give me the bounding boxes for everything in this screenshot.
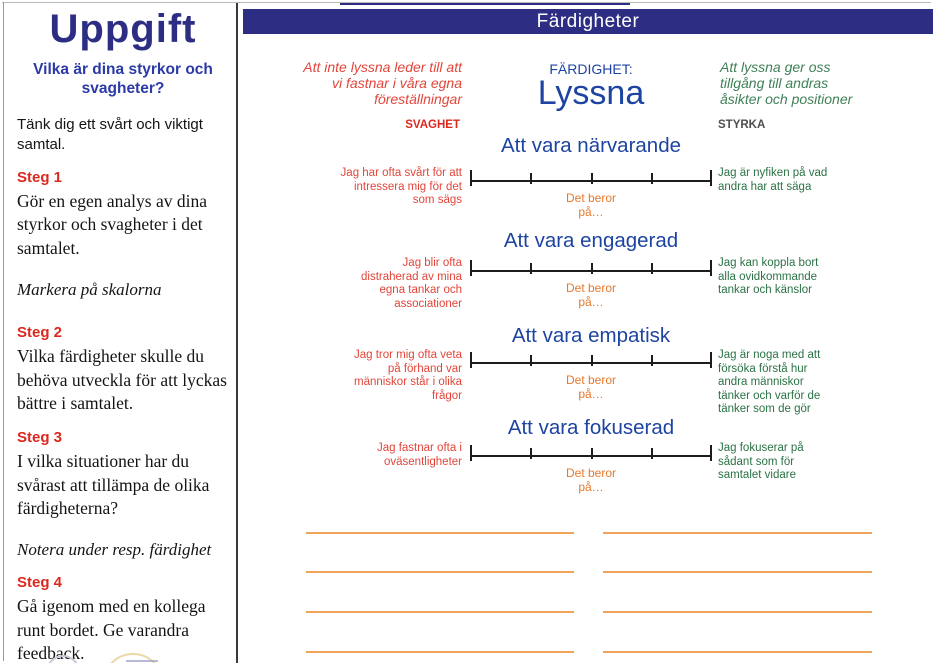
scale-tick: [710, 352, 712, 368]
scale-tick: [651, 263, 653, 274]
strength-tag: STYRKA: [718, 119, 766, 131]
strength-quote: Att lyssna ger oss tillgång till andras åsikter och positioner: [720, 59, 853, 108]
weakness-statement: Jag tror mig ofta veta på förhand var människor står i olika frågor: [353, 349, 462, 402]
center-note: Det beror på…: [565, 281, 617, 310]
scale-tick: [710, 260, 712, 276]
answer-line: [603, 651, 872, 653]
weakness-quote: Att inte lyssna leder till att vi fastnar i våra egna föreställningar: [303, 59, 462, 108]
rating-scale: [470, 362, 712, 364]
strength-statement: Jag fokuserar på sådant som för samtalet vidare: [718, 442, 804, 482]
section-engagerad: [237, 229, 933, 325]
scale-tick: [591, 355, 593, 366]
answer-line: [306, 611, 574, 613]
skill-label: FÄRDIGHET:: [549, 61, 633, 77]
step-block-2: [17, 324, 229, 415]
scale-tick: [710, 445, 712, 461]
strength-statement: Jag är noga med att försöka förstå hur andra människor tänker och varför de tänker som de gör: [718, 349, 821, 416]
step-1-note: Markera på skalorna: [17, 279, 162, 299]
step-4-text: Gå igenom med en kollega runt bordet. Ge varandra feedback.: [17, 596, 206, 663]
scale-tick: [470, 445, 472, 461]
section-empatisk: [237, 324, 933, 420]
weakness-statement: Jag fastnar ofta i oväsentligheter: [376, 442, 462, 468]
scale-tick: [591, 263, 593, 274]
logo-arc-decoration: [126, 660, 158, 662]
step-1-label: Steg 1: [17, 168, 63, 186]
main-content: [237, 0, 933, 663]
weakness-statement: Jag blir ofta distraherad av mina egna tankar och associationer: [361, 257, 462, 310]
strength-statement: Jag är nyfiken på vad andra har att säga: [718, 167, 828, 193]
page-title: Uppgift: [49, 7, 197, 51]
step-1-text: Gör en egen analys av dina styrkor och svagheter i det samtalet.: [17, 191, 207, 258]
step-4-label: Steg 4: [17, 573, 63, 591]
scale-tick: [530, 448, 532, 459]
scale-tick: [470, 352, 472, 368]
step-3-text: I vilka situationer har du svårast att tillämpa de olika färdigheterna?: [17, 451, 210, 518]
scale-tick: [530, 355, 532, 366]
scale-tick: [470, 260, 472, 276]
rating-scale: [470, 180, 712, 182]
header-bar: [243, 9, 933, 34]
scale-tick: [651, 173, 653, 184]
answer-line: [603, 571, 872, 573]
answer-line: [603, 611, 872, 613]
scale-tick: [651, 448, 653, 459]
section-fokuserad: [237, 416, 933, 512]
sidebar-intro-text: Tänk dig ett svårt och viktigt samtal.: [17, 115, 203, 153]
section-heading: Att vara empatisk: [511, 324, 671, 347]
answer-line: [306, 651, 574, 653]
center-note: Det beror på…: [565, 373, 617, 402]
answer-line: [306, 571, 574, 573]
step-block-4: [17, 574, 229, 663]
scale-tick: [470, 170, 472, 186]
answer-line: [603, 532, 872, 534]
scale-tick: [591, 448, 593, 459]
center-note: Det beror på…: [565, 191, 617, 220]
step-2-text: Vilka färdigheter skulle du behöva utveckla för att lyckas bättre i samtalet.: [17, 346, 227, 413]
weakness-statement: Jag har ofta svårt för att intressera mig för det som sägs: [340, 167, 462, 207]
step-block-1: [17, 169, 229, 260]
sidebar: [4, 4, 237, 661]
header-title: Färdigheter: [536, 11, 640, 32]
rating-scale: [470, 455, 712, 457]
step-block-3: [17, 429, 229, 520]
section-heading: Att vara engagerad: [503, 229, 679, 252]
step-2-label: Steg 2: [17, 323, 63, 341]
sidebar-subtitle: Vilka är dina styrkor och svagheter?: [33, 61, 213, 98]
weakness-tag: SVAGHET: [405, 119, 460, 131]
step-3-note: Notera under resp. färdighet: [17, 539, 212, 559]
center-note: Det beror på…: [565, 466, 617, 495]
skill-name: Lyssna: [537, 74, 645, 112]
answer-line: [306, 532, 574, 534]
scale-tick: [651, 355, 653, 366]
section-heading: Att vara närvarande: [500, 134, 682, 157]
scale-tick: [591, 173, 593, 184]
rating-scale: [470, 270, 712, 272]
scale-tick: [710, 170, 712, 186]
scale-tick: [530, 173, 532, 184]
section-narvarande: [237, 134, 933, 230]
strength-statement: Jag kan koppla bort alla ovidkommande tankar och känslor: [718, 257, 819, 297]
section-heading: Att vara fokuserad: [507, 416, 675, 439]
scale-tick: [530, 263, 532, 274]
step-3-label: Steg 3: [17, 428, 63, 446]
